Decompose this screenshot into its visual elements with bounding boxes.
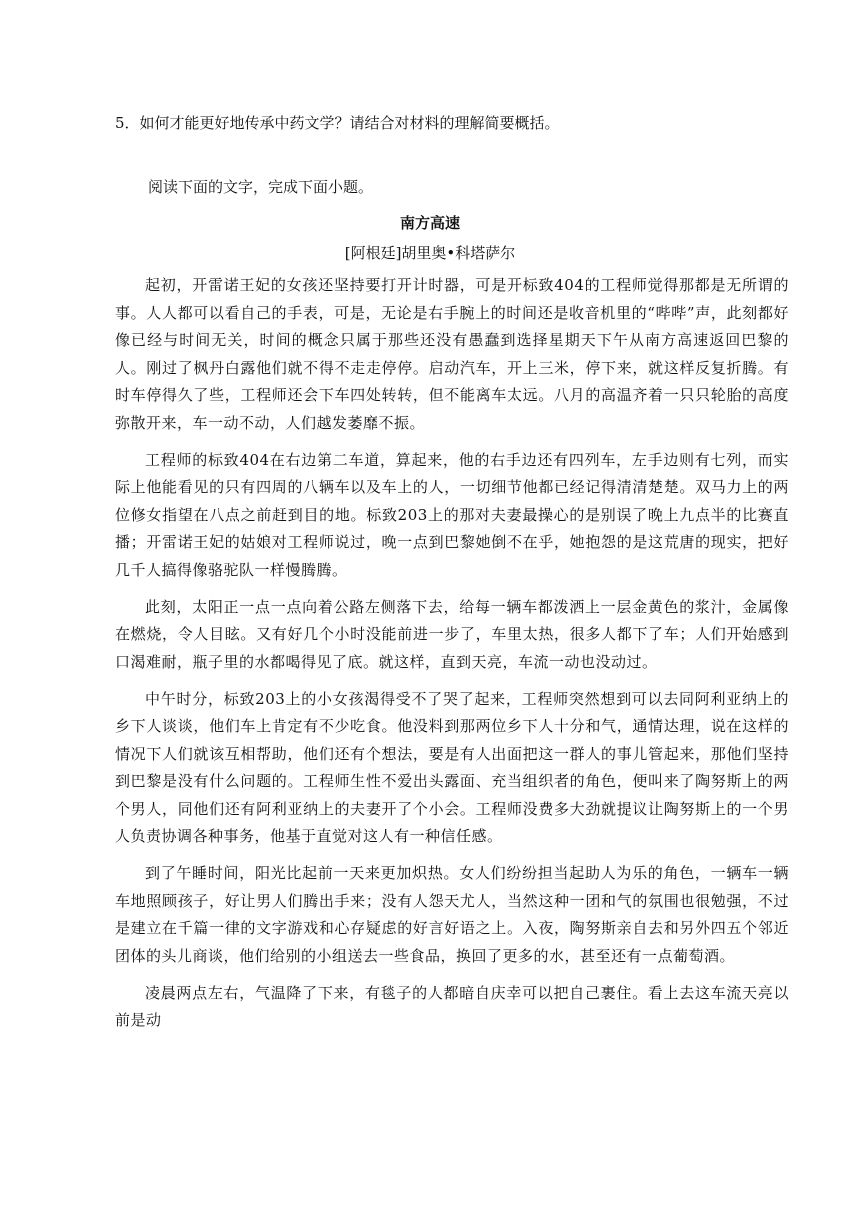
paragraph: 工程师的标致404在右边第二车道，算起来，他的右手边还有四列车，左手边则有七列，而实际上他能看见的只有四周的八辆车以及车上的人，一切细节他都已经记得清清楚楚。双马力上的两位修女指望在八点之前赶到目的地。标致203上的那对夫妻最操心的是别误了晚上九点半的比赛直播；开雷诺王妃的姑娘对工程师说过，晚一点到巴黎她倒不在乎，她抱怨的是这荒唐的现实，把好几千人搞得像骆驼队一样慢腾腾。 xyxy=(115,450,789,579)
article-body xyxy=(115,272,789,1044)
question-5: 5．如何才能更好地传承中药文学？请结合对材料的理解简要概括。 xyxy=(115,114,560,132)
paragraph: 到了午睡时间，阳光比起前一天来更加炽热。女人们纷纷担当起助人为乐的角色，一辆车一辆车地照顾孩子，好让男人们腾出手来；没有人怨天尤人，当然这种一团和气的氛围也很勉强，不过是建立在千篇一律的文字游戏和心存疑虑的好言好语之上。入夜，陶努斯亲自去和另外四五个邻近团体的头儿商谈，他们给别的小组送去一些食品，换回了更多的水，甚至还有一点葡萄酒。 xyxy=(115,864,789,965)
reading-instruction: 阅读下面的文字，完成下面小题。 xyxy=(148,178,374,196)
article-title: 南方高速 xyxy=(399,214,460,232)
paragraph: 此刻，太阳正一点一点向着公路左侧落下去，给每一辆车都泼洒上一层金黄色的浆汁，金属像在燃烧，令人目眩。又有好几个小时没能前进一步了，车里太热，很多人都下了车；人们开始感到口渴难耐，瓶子里的水都喝得见了底。就这样，直到天亮，车流一动也没动过。 xyxy=(115,597,789,671)
paragraph: 中午时分，标致203上的小女孩渴得受不了哭了起来，工程师突然想到可以去同阿利亚纳上的乡下人谈谈，他们车上肯定有不少吃食。他没料到那两位乡下人十分和气，通情达理，说在这样的情况下人们就该互相帮助，他们还有个想法，要是有人出面把这一群人的事儿管起来，那他们坚持到巴黎是没有什么问题的。工程师生性不爱出头露面、充当组织者的角色，便叫来了陶努斯上的两个男人，同他们还有阿利亚纳上的夫妻开了个小会。工程师没费多大劲就提议让陶努斯上的一个男人负责协调各种事务，他基于直觉对这人有一种信任感。 xyxy=(115,689,789,845)
article-author: [阿根廷]胡里奥•科塔萨尔 xyxy=(344,244,516,262)
paragraph: 起初，开雷诺王妃的女孩还坚持要打开计时器，可是开标致404的工程师觉得那都是无所谓的事。人人都可以看自己的手表，可是，无论是右手腕上的时间还是收音机里的“哔哔”声，此刻都好像已经与时间无关，时间的概念只属于那些还没有愚蠢到选择星期天下午从南方高速返回巴黎的人。刚过了枫丹白露他们就不得不走走停停。启动汽车，开上三米，停下来，就这样反复折腾。有时车停得久了些，工程师还会下车四处转转，但不能离车太远。八月的高温齐着一只只轮胎的高度弥散开来，车一动不动，人们越发萎靡不振。 xyxy=(115,276,789,432)
paragraph: 凌晨两点左右，气温降了下来，有毯子的人都暗自庆幸可以把自己裹住。看上去这车流天亮以前是动 xyxy=(115,983,789,1029)
